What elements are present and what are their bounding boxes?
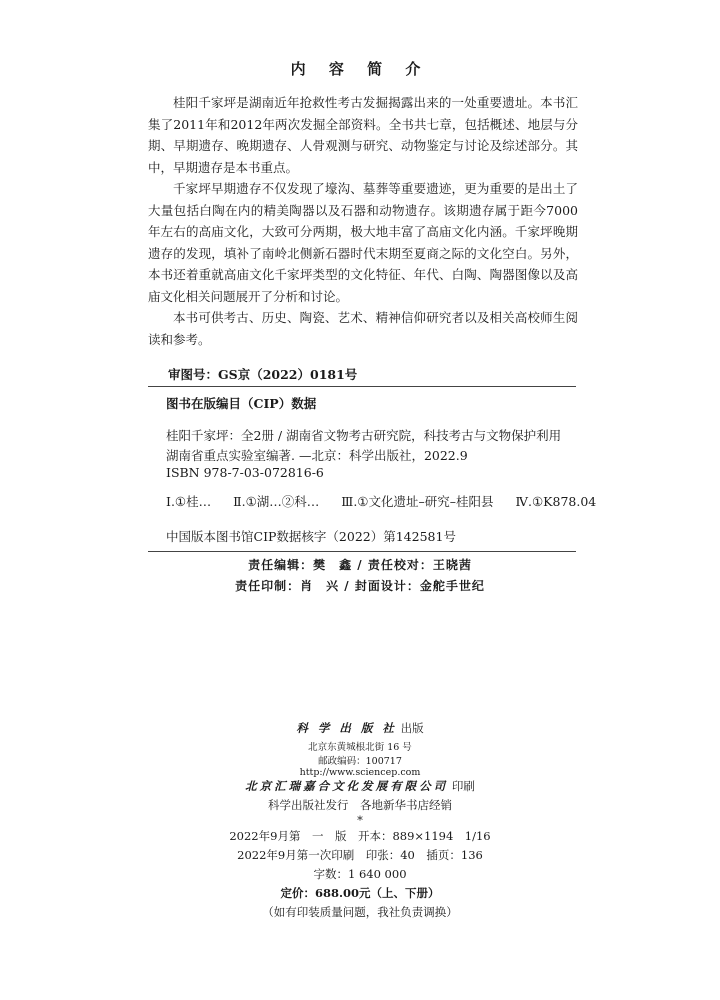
cip-record-line-2: 湖南省重点实验室编著. —北京：科学出版社，2022.9	[166, 448, 468, 463]
page-title: 内 容 简 介	[290, 60, 430, 78]
isbn: ISBN 978-7-03-072816-6	[166, 465, 324, 480]
publisher-suffix: 出版	[400, 721, 424, 735]
edition-line: 2022年9月第 一 版 开本：889×1194 1/16	[229, 829, 491, 843]
content-summary	[148, 92, 578, 350]
cip-classification	[166, 492, 614, 510]
cip-class-2: Ⅱ.①湖…②科…	[233, 494, 320, 509]
production-line: 责任印制：肖 兴 / 封面设计：金舵手世纪	[235, 579, 485, 593]
summary-paragraph-2: 千家坪早期遗存不仅发现了壕沟、墓葬等重要遗迹，更为重要的是出土了大量包括白陶在内的精美陶器以及石器和动物遗存。该期遗存属于距今7000年左右的高庙文化，大致可分两期，极大地丰富了高庙文化内涵。千家坪晚期遗存的发现，填补了南岭北侧新石器时代末期至夏商之际的文化空白。另外，本书还着重就高庙文化千家坪类型的文化特征、年代、白陶、陶器图像以及高庙文化相关问题展开了分析和讨论。	[148, 181, 578, 304]
distribution-line: 科学出版社发行 各地新华书店经销	[268, 798, 452, 812]
price: 定价：688.00元（上、下册）	[280, 886, 440, 900]
quality-notice: （如有印装质量问题，我社负责调换）	[262, 905, 458, 919]
cip-record-line-1: 桂阳千家坪：全2册 / 湖南省文物考古研究院，科技考古与文物保护利用	[166, 428, 562, 443]
publisher-url: http://www.sciencep.com	[299, 767, 421, 778]
cip-class-4: Ⅳ.①K878.04	[515, 494, 597, 509]
editors-line: 责任编辑：樊 鑫 / 责任校对：王晓茜	[248, 558, 472, 572]
printer-line	[0, 778, 720, 794]
publisher-name: 科 学 出 版 社	[296, 721, 397, 735]
publisher-postcode: 邮政编码：100717	[318, 756, 402, 767]
printer-suffix: 印刷	[451, 779, 475, 793]
separator-star: *	[357, 813, 363, 827]
printer-name: 北京汇瑞嘉合文化发展有限公司	[245, 779, 449, 793]
publisher-line	[0, 720, 720, 736]
cip-class-3: Ⅲ.①文化遗址–研究–桂阳县	[341, 494, 494, 509]
map-review-number: 审图号：GS京（2022）0181号	[168, 367, 358, 382]
summary-paragraph-1: 桂阳千家坪是湖南近年抢救性考古发掘揭露出来的一处重要遗址。本书汇集了2011年和2012年两次发掘全部资料。全书共七章，包括概述、地层与分期、早期遗存、晚期遗存、人骨观测与研究、动物鉴定与讨论及综述部分。其中，早期遗存是本书重点。	[148, 95, 578, 175]
cip-data-block	[148, 386, 597, 552]
word-count: 字数：1 640 000	[313, 867, 407, 881]
cip-class-1: Ⅰ.①桂…	[166, 494, 212, 509]
cip-title: 图书在版编目（CIP）数据	[166, 396, 317, 411]
cip-number: 中国版本图书馆CIP数据核字（2022）第142581号	[166, 529, 456, 544]
publisher-address: 北京东黄城根北街 16 号	[308, 742, 412, 753]
summary-paragraph-3: 本书可供考古、历史、陶瓷、艺术、精神信仰研究者以及相关高校师生阅读和参考。	[148, 310, 578, 347]
printing-line: 2022年9月第一次印刷 印张：40 插页：136	[237, 848, 483, 862]
